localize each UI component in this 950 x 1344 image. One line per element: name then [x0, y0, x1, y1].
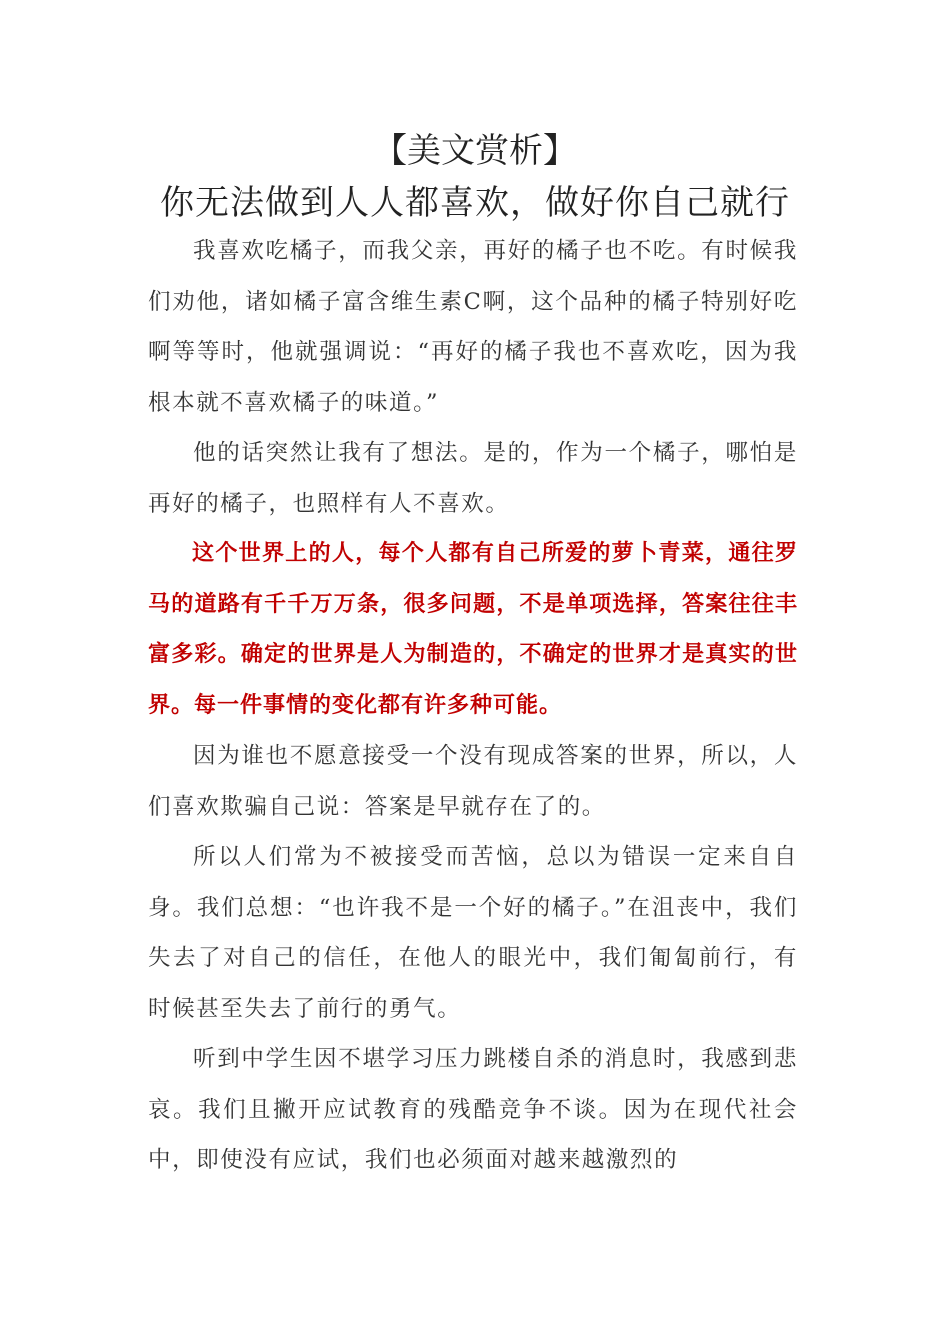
paragraph-5: 所以人们常为不被接受而苦恼，总以为错误一定来自自身。我们总想：“也许我不是一个好的橘子。”在沮丧中，我们失去了对自己的信任，在他人的眼光中，我们匍匐前行，有时候甚至失去了前行的勇气。 — [148, 844, 798, 1022]
paragraph-4: 因为谁也不愿意接受一个没有现成答案的世界，所以，人们喜欢欺骗自己说：答案是早就存在了的。 — [148, 743, 798, 820]
paragraph-6: 听到中学生因不堪学习压力跳楼自杀的消息时，我感到悲哀。我们且撇开应试教育的残酷竞争不谈。因为在现代社会中，即使没有应试，我们也必须面对越来越激烈的 — [148, 1046, 798, 1173]
paragraph-highlight: 这个世界上的人，每个人都有自己所爱的萝卜青菜，通往罗马的道路有千千万万条，很多问题，不是单项选择，答案往往丰富多彩。确定的世界是人为制造的，不确定的世界才是真实的世界。每一件事情的变化都有许多种可能。 — [148, 541, 798, 718]
paragraph-2: 他的话突然让我有了想法。是的，作为一个橘子，哪怕是再好的橘子，也照样有人不喜欢。 — [148, 440, 798, 517]
article-title: 你无法做到人人都喜欢，做好你自己就行 — [160, 183, 790, 223]
article-body — [148, 226, 798, 1186]
section-title: 【美文赏析】 — [373, 131, 577, 171]
paragraph-1: 我喜欢吃橘子，而我父亲，再好的橘子也不吃。有时候我们劝他，诸如橘子富含维生素C啊，这个品种的橘子特别好吃啊等等时，他就强调说：“再好的橘子我也不喜欢吃，因为我根本就不喜欢橘子的味道。” — [148, 238, 798, 416]
